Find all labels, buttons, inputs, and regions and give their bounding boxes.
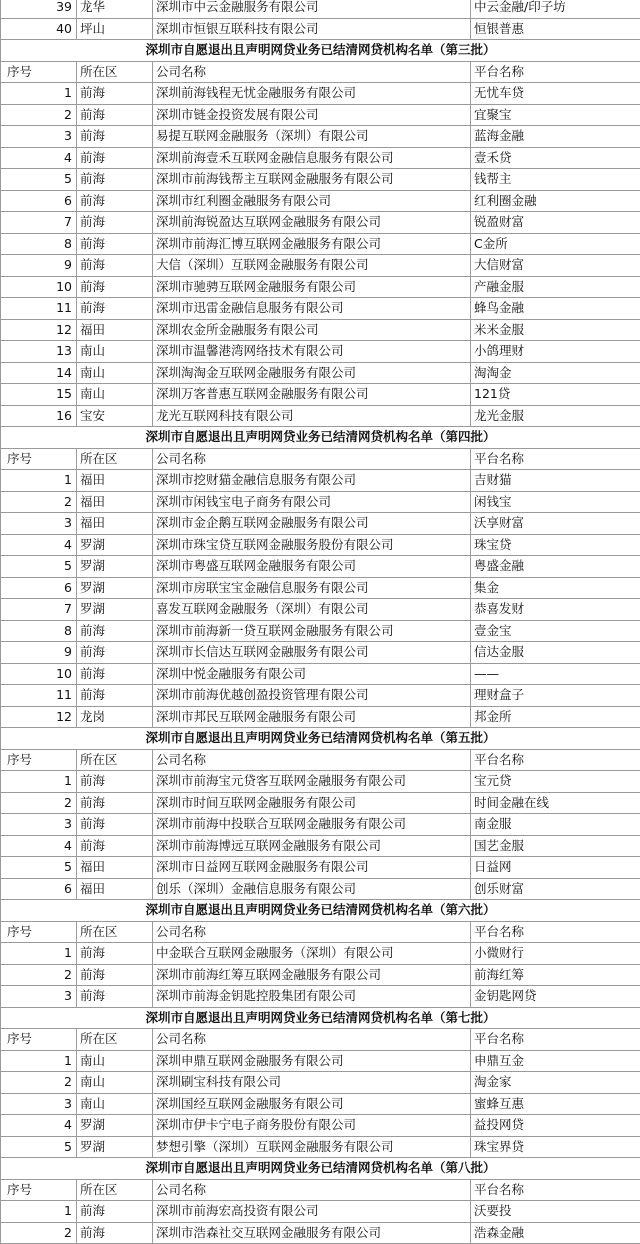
platform-name-cell: 平台名称: [471, 1029, 640, 1051]
company-name-cell: 深圳市时间互联网金融服务有限公司: [153, 792, 471, 814]
section-title: 深圳市自愿退出且声明网贷业务已结清网贷机构名单（第五批）: [1, 728, 640, 750]
row-number: 序号: [1, 448, 77, 470]
platform-name-cell: 壹金宝: [471, 620, 640, 642]
row-number: 3: [1, 126, 77, 148]
company-name-cell: 深圳市温馨港湾网络技术有限公司: [153, 341, 471, 363]
company-name-cell: 深圳市日益网互联网金融服务有限公司: [153, 857, 471, 879]
platform-name-cell: 121贷: [471, 384, 640, 406]
table-row: [1, 556, 640, 578]
platform-name-cell: 小鸽理财: [471, 341, 640, 363]
company-name-cell: 深圳市前海宏高投资有限公司: [153, 1201, 471, 1223]
district-cell: 前海: [77, 685, 153, 707]
company-name-cell: 深圳市驰骋互联网金融服务有限公司: [153, 276, 471, 298]
platform-name-cell: 米米金服: [471, 319, 640, 341]
district-cell: 前海: [77, 147, 153, 169]
platform-name-cell: 创乐财富: [471, 878, 640, 900]
platform-name-cell: 恒银普惠: [471, 18, 640, 40]
section-title: 深圳市自愿退出且声明网贷业务已结清网贷机构名单（第三批）: [1, 40, 640, 62]
section-title: 深圳市自愿退出且声明网贷业务已结清网贷机构名单（第六批）: [1, 900, 640, 922]
table-row: [1, 341, 640, 363]
company-name-cell: 深圳市前海钱帮主互联网金融服务有限公司: [153, 169, 471, 191]
platform-name-cell: 产融金服: [471, 276, 640, 298]
table-row: [1, 362, 640, 384]
table-row: [1, 61, 640, 83]
row-number: 9: [1, 642, 77, 664]
table-row: [1, 964, 640, 986]
company-name-cell: 深圳市前海金钥匙控股集团有限公司: [153, 986, 471, 1008]
row-number: 2: [1, 1072, 77, 1094]
table-row: [1, 491, 640, 513]
row-number: 1: [1, 771, 77, 793]
district-cell: 前海: [77, 1201, 153, 1223]
table-row: [1, 663, 640, 685]
table-row: [1, 1201, 640, 1223]
row-number: 4: [1, 534, 77, 556]
row-number: 3: [1, 814, 77, 836]
company-name-cell: 公司名称: [153, 1179, 471, 1201]
table-row: [1, 814, 640, 836]
district-cell: 前海: [77, 835, 153, 857]
platform-name-cell: 蓝海金融: [471, 126, 640, 148]
company-name-cell: 创乐（深圳）金融信息服务有限公司: [153, 878, 471, 900]
company-name-cell: 深圳市金企鹅互联网金融服务有限公司: [153, 513, 471, 535]
district-cell: 福田: [77, 513, 153, 535]
company-name-cell: 大信（深圳）互联网金融服务有限公司: [153, 255, 471, 277]
row-number: 序号: [1, 1029, 77, 1051]
table-row: [1, 470, 640, 492]
company-name-cell: 深圳市红利圈金融服务有限公司: [153, 190, 471, 212]
district-cell: 前海: [77, 255, 153, 277]
platform-name-cell: 国艺金服: [471, 835, 640, 857]
row-number: 40: [1, 18, 77, 40]
company-name-cell: 喜发互联网金融服务（深圳）有限公司: [153, 599, 471, 621]
platform-name-cell: 沃要投: [471, 1201, 640, 1223]
district-cell: 罗湖: [77, 1115, 153, 1137]
company-name-cell: 深圳中悦金融服务有限公司: [153, 663, 471, 685]
table-row: [1, 1029, 640, 1051]
platform-name-cell: 集金: [471, 577, 640, 599]
platform-name-cell: 珠宝贷: [471, 534, 640, 556]
row-number: 1: [1, 470, 77, 492]
section-title-row: [1, 1158, 640, 1180]
company-name-cell: 深圳市前海中投联合互联网金融服务有限公司: [153, 814, 471, 836]
company-name-cell: 深圳市前海宝元贷客互联网金融服务有限公司: [153, 771, 471, 793]
row-number: 39: [1, 0, 77, 18]
platform-name-cell: 中云金融/印子坊: [471, 0, 640, 18]
district-cell: 所在区: [77, 921, 153, 943]
row-number: 4: [1, 835, 77, 857]
company-name-cell: 深圳市长信达互联网金融服务有限公司: [153, 642, 471, 664]
platform-name-cell: 申鼎互金: [471, 1050, 640, 1072]
company-name-cell: 公司名称: [153, 749, 471, 771]
district-cell: 前海: [77, 126, 153, 148]
platform-name-cell: 龙光金服: [471, 405, 640, 427]
company-name-cell: 深圳市链金投资发展有限公司: [153, 104, 471, 126]
row-number: 13: [1, 341, 77, 363]
district-cell: 前海: [77, 104, 153, 126]
row-number: 1: [1, 1201, 77, 1223]
table-row: [1, 792, 640, 814]
company-name-cell: 深圳市迅雷金融信息服务有限公司: [153, 298, 471, 320]
district-cell: 前海: [77, 771, 153, 793]
company-name-cell: 公司名称: [153, 921, 471, 943]
district-cell: 南山: [77, 384, 153, 406]
table-row: [1, 276, 640, 298]
table-row: [1, 233, 640, 255]
table-row: [1, 577, 640, 599]
row-number: 12: [1, 319, 77, 341]
row-number: 5: [1, 556, 77, 578]
row-number: 序号: [1, 749, 77, 771]
company-name-cell: 深圳市恒银互联科技有限公司: [153, 18, 471, 40]
company-name-cell: 易提互联网金融服务（深圳）有限公司: [153, 126, 471, 148]
district-cell: 南山: [77, 341, 153, 363]
platform-name-cell: 南金服: [471, 814, 640, 836]
district-cell: 福田: [77, 470, 153, 492]
district-cell: 罗湖: [77, 556, 153, 578]
district-cell: 龙华: [77, 0, 153, 18]
district-cell: 所在区: [77, 1179, 153, 1201]
company-name-cell: 深圳市中云金融服务有限公司: [153, 0, 471, 18]
table-row: [1, 0, 640, 18]
district-cell: 前海: [77, 814, 153, 836]
row-number: 3: [1, 1093, 77, 1115]
district-cell: 前海: [77, 620, 153, 642]
row-number: 7: [1, 599, 77, 621]
table-row: [1, 1115, 640, 1137]
platform-name-cell: 沃享财富: [471, 513, 640, 535]
table-row: [1, 1072, 640, 1094]
company-name-cell: 深圳市挖财猫金融信息服务有限公司: [153, 470, 471, 492]
district-cell: 前海: [77, 190, 153, 212]
district-cell: 福田: [77, 319, 153, 341]
company-name-cell: 公司名称: [153, 1029, 471, 1051]
platform-name-cell: 信达金服: [471, 642, 640, 664]
table-row: [1, 169, 640, 191]
platform-name-cell: 平台名称: [471, 448, 640, 470]
table-row: [1, 835, 640, 857]
row-number: 5: [1, 857, 77, 879]
row-number: 10: [1, 663, 77, 685]
district-cell: 罗湖: [77, 534, 153, 556]
row-number: 序号: [1, 61, 77, 83]
row-number: 2: [1, 491, 77, 513]
platform-name-cell: 平台名称: [471, 61, 640, 83]
table-row: [1, 706, 640, 728]
company-name-cell: 深圳市珠宝贷互联网金融服务股份有限公司: [153, 534, 471, 556]
district-cell: 福田: [77, 491, 153, 513]
district-cell: 前海: [77, 298, 153, 320]
row-number: 6: [1, 190, 77, 212]
company-name-cell: 深圳农金所金融服务有限公司: [153, 319, 471, 341]
table-row: [1, 298, 640, 320]
district-cell: 前海: [77, 663, 153, 685]
district-cell: 所在区: [77, 448, 153, 470]
district-cell: 前海: [77, 642, 153, 664]
platform-name-cell: 无忧车贷: [471, 83, 640, 105]
company-name-cell: 深圳市前海汇博互联网金融服务有限公司: [153, 233, 471, 255]
row-number: 6: [1, 577, 77, 599]
table-row: [1, 319, 640, 341]
row-number: 3: [1, 513, 77, 535]
district-cell: 所在区: [77, 749, 153, 771]
district-cell: 南山: [77, 1072, 153, 1094]
platform-name-cell: 恭喜发财: [471, 599, 640, 621]
row-number: 16: [1, 405, 77, 427]
table-row: [1, 534, 640, 556]
section-title-row: [1, 728, 640, 750]
company-name-cell: 深圳市伊卡宁电子商务股份有限公司: [153, 1115, 471, 1137]
section-title: 深圳市自愿退出且声明网贷业务已结清网贷机构名单（第四批）: [1, 427, 640, 449]
district-cell: 南山: [77, 1050, 153, 1072]
table-row: [1, 1093, 640, 1115]
platform-name-cell: 邦金所: [471, 706, 640, 728]
company-name-cell: 梦想引擎（深圳）互联网金融服务有限公司: [153, 1136, 471, 1158]
table-row: [1, 599, 640, 621]
platform-name-cell: 宜聚宝: [471, 104, 640, 126]
table-row: [1, 1050, 640, 1072]
table-row: [1, 384, 640, 406]
table-row: [1, 126, 640, 148]
row-number: 1: [1, 1050, 77, 1072]
platform-name-cell: C金所: [471, 233, 640, 255]
platform-name-cell: 红利圈金融: [471, 190, 640, 212]
platform-name-cell: 闲钱宝: [471, 491, 640, 513]
district-cell: 坪山: [77, 18, 153, 40]
platform-name-cell: 锐盈财富: [471, 212, 640, 234]
table-row: [1, 212, 640, 234]
district-cell: 前海: [77, 83, 153, 105]
company-name-cell: 深圳刷宝科技有限公司: [153, 1072, 471, 1094]
platform-name-cell: 蜜蜂互惠: [471, 1093, 640, 1115]
district-cell: 前海: [77, 169, 153, 191]
section-title-row: [1, 900, 640, 922]
company-name-cell: 深圳淘淘金互联网金融服务有限公司: [153, 362, 471, 384]
row-number: 1: [1, 943, 77, 965]
row-number: 5: [1, 1136, 77, 1158]
district-cell: 罗湖: [77, 577, 153, 599]
table-row: [1, 405, 640, 427]
district-cell: 所在区: [77, 61, 153, 83]
table-body: [1, 0, 640, 1244]
section-title-row: [1, 427, 640, 449]
section-title-row: [1, 1007, 640, 1029]
company-name-cell: 深圳前海锐盈达互联网金融服务有限公司: [153, 212, 471, 234]
platform-name-cell: 蜂鸟金融: [471, 298, 640, 320]
table-row: [1, 749, 640, 771]
platform-name-cell: 平台名称: [471, 749, 640, 771]
district-cell: 前海: [77, 943, 153, 965]
row-number: 2: [1, 792, 77, 814]
table-row: [1, 857, 640, 879]
district-cell: 南山: [77, 1093, 153, 1115]
platform-name-cell: 吉财猫: [471, 470, 640, 492]
table-row: [1, 448, 640, 470]
table-row: [1, 83, 640, 105]
row-number: 4: [1, 147, 77, 169]
company-name-cell: 龙光互联网科技有限公司: [153, 405, 471, 427]
section-title: 深圳市自愿退出且声明网贷业务已结清网贷机构名单（第八批）: [1, 1158, 640, 1180]
table-row: [1, 147, 640, 169]
district-cell: 前海: [77, 964, 153, 986]
district-cell: 罗湖: [77, 1136, 153, 1158]
platform-name-cell: 平台名称: [471, 1179, 640, 1201]
company-name-cell: 深圳市房联宝宝金融信息服务有限公司: [153, 577, 471, 599]
company-name-cell: 深圳市粤盛互联网金融服务有限公司: [153, 556, 471, 578]
platform-name-cell: 日益网: [471, 857, 640, 879]
district-cell: 前海: [77, 792, 153, 814]
company-name-cell: 公司名称: [153, 448, 471, 470]
row-number: 10: [1, 276, 77, 298]
company-name-cell: 深圳市前海优越创盈投资管理有限公司: [153, 685, 471, 707]
row-number: 15: [1, 384, 77, 406]
table-row: [1, 620, 640, 642]
platform-name-cell: 小微财行: [471, 943, 640, 965]
table-row: [1, 986, 640, 1008]
district-cell: 罗湖: [77, 599, 153, 621]
table-row: [1, 771, 640, 793]
platform-name-cell: 粤盛金融: [471, 556, 640, 578]
table-row: [1, 1179, 640, 1201]
district-cell: 前海: [77, 276, 153, 298]
row-number: 6: [1, 878, 77, 900]
platform-name-cell: 宝元贷: [471, 771, 640, 793]
table-row: [1, 18, 640, 40]
table-row: [1, 190, 640, 212]
section-title-row: [1, 40, 640, 62]
company-name-cell: 深圳市浩森社交互联网金融服务有限公司: [153, 1222, 471, 1244]
district-cell: 福田: [77, 878, 153, 900]
row-number: 1: [1, 83, 77, 105]
platform-name-cell: 前海红筹: [471, 964, 640, 986]
section-title: 深圳市自愿退出且声明网贷业务已结清网贷机构名单（第七批）: [1, 1007, 640, 1029]
row-number: 2: [1, 104, 77, 126]
district-cell: 所在区: [77, 1029, 153, 1051]
company-name-cell: 深圳申鼎互联网金融服务有限公司: [153, 1050, 471, 1072]
row-number: 3: [1, 986, 77, 1008]
table-row: [1, 642, 640, 664]
table-row: [1, 921, 640, 943]
company-name-cell: 深圳市前海新一贷互联网金融服务有限公司: [153, 620, 471, 642]
row-number: 序号: [1, 1179, 77, 1201]
company-name-cell: 深圳市前海红筹互联网金融服务有限公司: [153, 964, 471, 986]
company-name-cell: 深圳前海钱程无忧金融服务有限公司: [153, 83, 471, 105]
company-name-cell: 深圳万客普惠互联网金融服务有限公司: [153, 384, 471, 406]
table-row: [1, 878, 640, 900]
company-name-cell: 深圳市前海博远互联网金融服务有限公司: [153, 835, 471, 857]
table-row: [1, 104, 640, 126]
company-name-cell: 中金联合互联网金融服务（深圳）有限公司: [153, 943, 471, 965]
row-number: 2: [1, 964, 77, 986]
company-name-cell: 深圳前海壹禾互联网金融信息服务有限公司: [153, 147, 471, 169]
row-number: 11: [1, 685, 77, 707]
platform-name-cell: 钱帮主: [471, 169, 640, 191]
row-number: 9: [1, 255, 77, 277]
platform-name-cell: 淘金家: [471, 1072, 640, 1094]
platform-name-cell: 金钥匙网贷: [471, 986, 640, 1008]
row-number: 2: [1, 1222, 77, 1244]
company-name-cell: 深圳市邦民互联网金融服务有限公司: [153, 706, 471, 728]
district-cell: 龙岗: [77, 706, 153, 728]
table-row: [1, 513, 640, 535]
row-number: 序号: [1, 921, 77, 943]
platform-name-cell: 珠宝界贷: [471, 1136, 640, 1158]
district-cell: 前海: [77, 233, 153, 255]
row-number: 14: [1, 362, 77, 384]
row-number: 4: [1, 1115, 77, 1137]
row-number: 11: [1, 298, 77, 320]
platform-name-cell: 壹禾贷: [471, 147, 640, 169]
row-number: 8: [1, 620, 77, 642]
platform-name-cell: 平台名称: [471, 921, 640, 943]
district-cell: 福田: [77, 857, 153, 879]
district-cell: 前海: [77, 1222, 153, 1244]
table-row: [1, 1222, 640, 1244]
district-cell: 宝安: [77, 405, 153, 427]
row-number: 12: [1, 706, 77, 728]
table-row: [1, 685, 640, 707]
row-number: 7: [1, 212, 77, 234]
row-number: 8: [1, 233, 77, 255]
district-cell: 前海: [77, 212, 153, 234]
row-number: 5: [1, 169, 77, 191]
table-row: [1, 1136, 640, 1158]
company-name-cell: 深圳市闲钱宝电子商务有限公司: [153, 491, 471, 513]
table-row: [1, 255, 640, 277]
platform-name-cell: 大信财富: [471, 255, 640, 277]
platform-name-cell: 淘淘金: [471, 362, 640, 384]
platform-name-cell: 浩森金融: [471, 1222, 640, 1244]
district-cell: 南山: [77, 362, 153, 384]
company-name-cell: 深圳国经互联网金融服务有限公司: [153, 1093, 471, 1115]
platform-name-cell: 益投网贷: [471, 1115, 640, 1137]
district-cell: 前海: [77, 986, 153, 1008]
platform-name-cell: 理财盒子: [471, 685, 640, 707]
table-row: [1, 943, 640, 965]
company-name-cell: 公司名称: [153, 61, 471, 83]
platform-name-cell: ——: [471, 663, 640, 685]
platform-name-cell: 时间金融在线: [471, 792, 640, 814]
